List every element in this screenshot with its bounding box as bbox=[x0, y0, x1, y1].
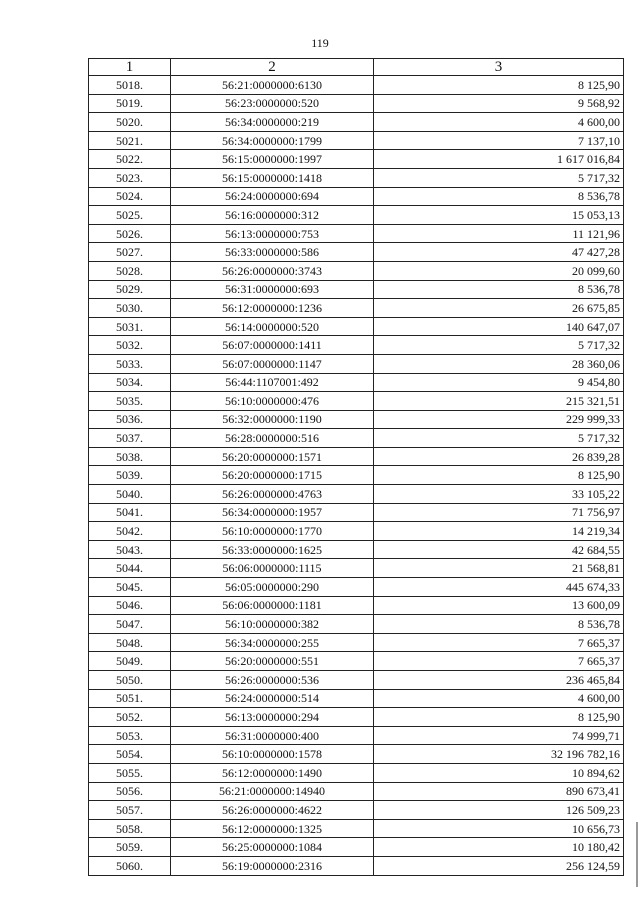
value-cell: 229 999,33 bbox=[374, 410, 624, 429]
value-cell: 9 454,80 bbox=[374, 373, 624, 392]
row-number-cell: 5057. bbox=[89, 801, 171, 820]
table-row bbox=[89, 856, 624, 875]
table-row bbox=[89, 373, 624, 392]
row-number-cell: 5040. bbox=[89, 485, 171, 504]
cadastral-number-cell: 56:10:0000000:382 bbox=[171, 615, 374, 634]
table-row bbox=[89, 819, 624, 838]
value-cell: 7 665,37 bbox=[374, 633, 624, 652]
row-number-cell: 5059. bbox=[89, 838, 171, 857]
value-cell: 28 360,06 bbox=[374, 354, 624, 373]
row-number-cell: 5056. bbox=[89, 782, 171, 801]
table-row bbox=[89, 578, 624, 597]
table-row bbox=[89, 782, 624, 801]
row-number-cell: 5019. bbox=[89, 94, 171, 113]
cadastral-number-cell: 56:26:0000000:4622 bbox=[171, 801, 374, 820]
table-row bbox=[89, 224, 624, 243]
cadastral-number-cell: 56:12:0000000:1236 bbox=[171, 299, 374, 318]
table-row bbox=[89, 94, 624, 113]
row-number-cell: 5024. bbox=[89, 187, 171, 206]
value-cell: 445 674,33 bbox=[374, 578, 624, 597]
row-number-cell: 5052. bbox=[89, 708, 171, 727]
row-number-cell: 5022. bbox=[89, 150, 171, 169]
row-number-cell: 5043. bbox=[89, 540, 171, 559]
cadastral-number-cell: 56:21:0000000:6130 bbox=[171, 76, 374, 95]
cadastral-number-cell: 56:44:1107001:492 bbox=[171, 373, 374, 392]
value-cell: 215 321,51 bbox=[374, 392, 624, 411]
value-cell: 11 121,96 bbox=[374, 224, 624, 243]
cadastral-number-cell: 56:07:0000000:1147 bbox=[171, 354, 374, 373]
cadastral-number-cell: 56:33:0000000:1625 bbox=[171, 540, 374, 559]
row-number-cell: 5023. bbox=[89, 168, 171, 187]
table-row bbox=[89, 131, 624, 150]
table-row bbox=[89, 652, 624, 671]
row-number-cell: 5046. bbox=[89, 596, 171, 615]
cadastral-number-cell: 56:33:0000000:586 bbox=[171, 243, 374, 262]
cadastral-number-cell: 56:13:0000000:753 bbox=[171, 224, 374, 243]
cadastral-number-cell: 56:31:0000000:400 bbox=[171, 726, 374, 745]
row-number-cell: 5055. bbox=[89, 763, 171, 782]
cadastral-number-cell: 56:26:0000000:4763 bbox=[171, 485, 374, 504]
cadastral-number-cell: 56:34:0000000:1799 bbox=[171, 131, 374, 150]
cadastral-number-cell: 56:28:0000000:516 bbox=[171, 429, 374, 448]
table-row bbox=[89, 503, 624, 522]
cadastral-number-cell: 56:25:0000000:1084 bbox=[171, 838, 374, 857]
cadastral-number-cell: 56:16:0000000:312 bbox=[171, 206, 374, 225]
table-row bbox=[89, 801, 624, 820]
value-cell: 140 647,07 bbox=[374, 317, 624, 336]
cadastral-number-cell: 56:23:0000000:520 bbox=[171, 94, 374, 113]
value-cell: 5 717,32 bbox=[374, 168, 624, 187]
row-number-cell: 5027. bbox=[89, 243, 171, 262]
table-row bbox=[89, 485, 624, 504]
cadastral-number-cell: 56:07:0000000:1411 bbox=[171, 336, 374, 355]
value-cell: 74 999,71 bbox=[374, 726, 624, 745]
cadastral-number-cell: 56:34:0000000:255 bbox=[171, 633, 374, 652]
value-cell: 8 536,78 bbox=[374, 187, 624, 206]
cadastral-number-cell: 56:34:0000000:1957 bbox=[171, 503, 374, 522]
value-cell: 8 536,78 bbox=[374, 280, 624, 299]
cadastral-number-cell: 56:19:0000000:2316 bbox=[171, 856, 374, 875]
table-row bbox=[89, 633, 624, 652]
value-cell: 5 717,32 bbox=[374, 429, 624, 448]
value-cell: 26 675,85 bbox=[374, 299, 624, 318]
table-row bbox=[89, 150, 624, 169]
value-cell: 890 673,41 bbox=[374, 782, 624, 801]
row-number-cell: 5050. bbox=[89, 671, 171, 690]
value-cell: 26 839,28 bbox=[374, 447, 624, 466]
row-number-cell: 5053. bbox=[89, 726, 171, 745]
table-row bbox=[89, 596, 624, 615]
value-cell: 256 124,59 bbox=[374, 856, 624, 875]
row-number-cell: 5028. bbox=[89, 261, 171, 280]
table-row bbox=[89, 559, 624, 578]
row-number-cell: 5036. bbox=[89, 410, 171, 429]
table-row bbox=[89, 708, 624, 727]
cadastral-number-cell: 56:05:0000000:290 bbox=[171, 578, 374, 597]
table-row bbox=[89, 76, 624, 95]
table-row bbox=[89, 317, 624, 336]
row-number-cell: 5031. bbox=[89, 317, 171, 336]
value-cell: 9 568,92 bbox=[374, 94, 624, 113]
value-cell: 8 125,90 bbox=[374, 76, 624, 95]
row-number-cell: 5058. bbox=[89, 819, 171, 838]
value-cell: 14 219,34 bbox=[374, 522, 624, 541]
table-row bbox=[89, 447, 624, 466]
row-number-cell: 5047. bbox=[89, 615, 171, 634]
value-cell: 21 568,81 bbox=[374, 559, 624, 578]
cadastral-number-cell: 56:10:0000000:1770 bbox=[171, 522, 374, 541]
cadastral-number-cell: 56:20:0000000:1571 bbox=[171, 447, 374, 466]
table-row bbox=[89, 243, 624, 262]
cadastral-number-cell: 56:14:0000000:520 bbox=[171, 317, 374, 336]
column-header-cadastral-number: 2 bbox=[171, 59, 374, 76]
table-row bbox=[89, 280, 624, 299]
row-number-cell: 5051. bbox=[89, 689, 171, 708]
value-cell: 71 756,97 bbox=[374, 503, 624, 522]
row-number-cell: 5021. bbox=[89, 131, 171, 150]
value-cell: 10 894,62 bbox=[374, 763, 624, 782]
table-row bbox=[89, 187, 624, 206]
cadastral-number-cell: 56:10:0000000:1578 bbox=[171, 745, 374, 764]
row-number-cell: 5038. bbox=[89, 447, 171, 466]
value-cell: 8 125,90 bbox=[374, 466, 624, 485]
table-row bbox=[89, 671, 624, 690]
cadastral-number-cell: 56:12:0000000:1325 bbox=[171, 819, 374, 838]
table-row bbox=[89, 726, 624, 745]
row-number-cell: 5049. bbox=[89, 652, 171, 671]
cadastral-number-cell: 56:24:0000000:514 bbox=[171, 689, 374, 708]
cadastral-number-cell: 56:32:0000000:1190 bbox=[171, 410, 374, 429]
value-cell: 20 099,60 bbox=[374, 261, 624, 280]
page-number: 119 bbox=[311, 36, 329, 50]
cadastral-number-cell: 56:20:0000000:551 bbox=[171, 652, 374, 671]
value-cell: 32 196 782,16 bbox=[374, 745, 624, 764]
cadastral-number-cell: 56:15:0000000:1418 bbox=[171, 168, 374, 187]
cadastral-number-cell: 56:34:0000000:219 bbox=[171, 113, 374, 132]
row-number-cell: 5045. bbox=[89, 578, 171, 597]
value-cell: 7 137,10 bbox=[374, 131, 624, 150]
table-row bbox=[89, 410, 624, 429]
cadastral-number-cell: 56:15:0000000:1997 bbox=[171, 150, 374, 169]
table-row bbox=[89, 429, 624, 448]
row-number-cell: 5030. bbox=[89, 299, 171, 318]
row-number-cell: 5018. bbox=[89, 76, 171, 95]
table-row bbox=[89, 299, 624, 318]
row-number-cell: 5032. bbox=[89, 336, 171, 355]
cadastral-number-cell: 56:26:0000000:536 bbox=[171, 671, 374, 690]
table-row bbox=[89, 206, 624, 225]
value-cell: 10 656,73 bbox=[374, 819, 624, 838]
row-number-cell: 5039. bbox=[89, 466, 171, 485]
value-cell: 4 600,00 bbox=[374, 689, 624, 708]
row-number-cell: 5048. bbox=[89, 633, 171, 652]
scan-edge-mark bbox=[636, 822, 638, 887]
table-body bbox=[89, 76, 624, 876]
table-row bbox=[89, 838, 624, 857]
column-header-number: 1 bbox=[89, 59, 171, 76]
value-cell: 13 600,09 bbox=[374, 596, 624, 615]
value-cell: 15 053,13 bbox=[374, 206, 624, 225]
table-row bbox=[89, 261, 624, 280]
table-row bbox=[89, 615, 624, 634]
value-cell: 42 684,55 bbox=[374, 540, 624, 559]
row-number-cell: 5041. bbox=[89, 503, 171, 522]
row-number-cell: 5044. bbox=[89, 559, 171, 578]
row-number-cell: 5042. bbox=[89, 522, 171, 541]
value-cell: 4 600,00 bbox=[374, 113, 624, 132]
registry-table bbox=[88, 58, 624, 876]
table-row bbox=[89, 522, 624, 541]
cadastral-number-cell: 56:31:0000000:693 bbox=[171, 280, 374, 299]
table-row bbox=[89, 540, 624, 559]
table-row bbox=[89, 466, 624, 485]
table-row bbox=[89, 113, 624, 132]
row-number-cell: 5025. bbox=[89, 206, 171, 225]
value-cell: 1 617 016,84 bbox=[374, 150, 624, 169]
value-cell: 126 509,23 bbox=[374, 801, 624, 820]
cadastral-number-cell: 56:24:0000000:694 bbox=[171, 187, 374, 206]
row-number-cell: 5033. bbox=[89, 354, 171, 373]
table-row bbox=[89, 763, 624, 782]
value-cell: 10 180,42 bbox=[374, 838, 624, 857]
row-number-cell: 5026. bbox=[89, 224, 171, 243]
cadastral-number-cell: 56:06:0000000:1115 bbox=[171, 559, 374, 578]
row-number-cell: 5054. bbox=[89, 745, 171, 764]
row-number-cell: 5029. bbox=[89, 280, 171, 299]
table-row bbox=[89, 354, 624, 373]
row-number-cell: 5035. bbox=[89, 392, 171, 411]
row-number-cell: 5060. bbox=[89, 856, 171, 875]
value-cell: 8 125,90 bbox=[374, 708, 624, 727]
table-row bbox=[89, 168, 624, 187]
table-row bbox=[89, 689, 624, 708]
value-cell: 33 105,22 bbox=[374, 485, 624, 504]
cadastral-number-cell: 56:13:0000000:294 bbox=[171, 708, 374, 727]
value-cell: 236 465,84 bbox=[374, 671, 624, 690]
value-cell: 8 536,78 bbox=[374, 615, 624, 634]
table-header-row bbox=[89, 59, 624, 76]
cadastral-number-cell: 56:21:0000000:14940 bbox=[171, 782, 374, 801]
value-cell: 47 427,28 bbox=[374, 243, 624, 262]
row-number-cell: 5034. bbox=[89, 373, 171, 392]
cadastral-number-cell: 56:20:0000000:1715 bbox=[171, 466, 374, 485]
cadastral-number-cell: 56:26:0000000:3743 bbox=[171, 261, 374, 280]
cadastral-number-cell: 56:10:0000000:476 bbox=[171, 392, 374, 411]
table-row bbox=[89, 392, 624, 411]
column-header-value: 3 bbox=[374, 59, 624, 76]
value-cell: 7 665,37 bbox=[374, 652, 624, 671]
cadastral-number-cell: 56:06:0000000:1181 bbox=[171, 596, 374, 615]
row-number-cell: 5037. bbox=[89, 429, 171, 448]
table-row bbox=[89, 745, 624, 764]
table-row bbox=[89, 336, 624, 355]
cadastral-number-cell: 56:12:0000000:1490 bbox=[171, 763, 374, 782]
row-number-cell: 5020. bbox=[89, 113, 171, 132]
value-cell: 5 717,32 bbox=[374, 336, 624, 355]
